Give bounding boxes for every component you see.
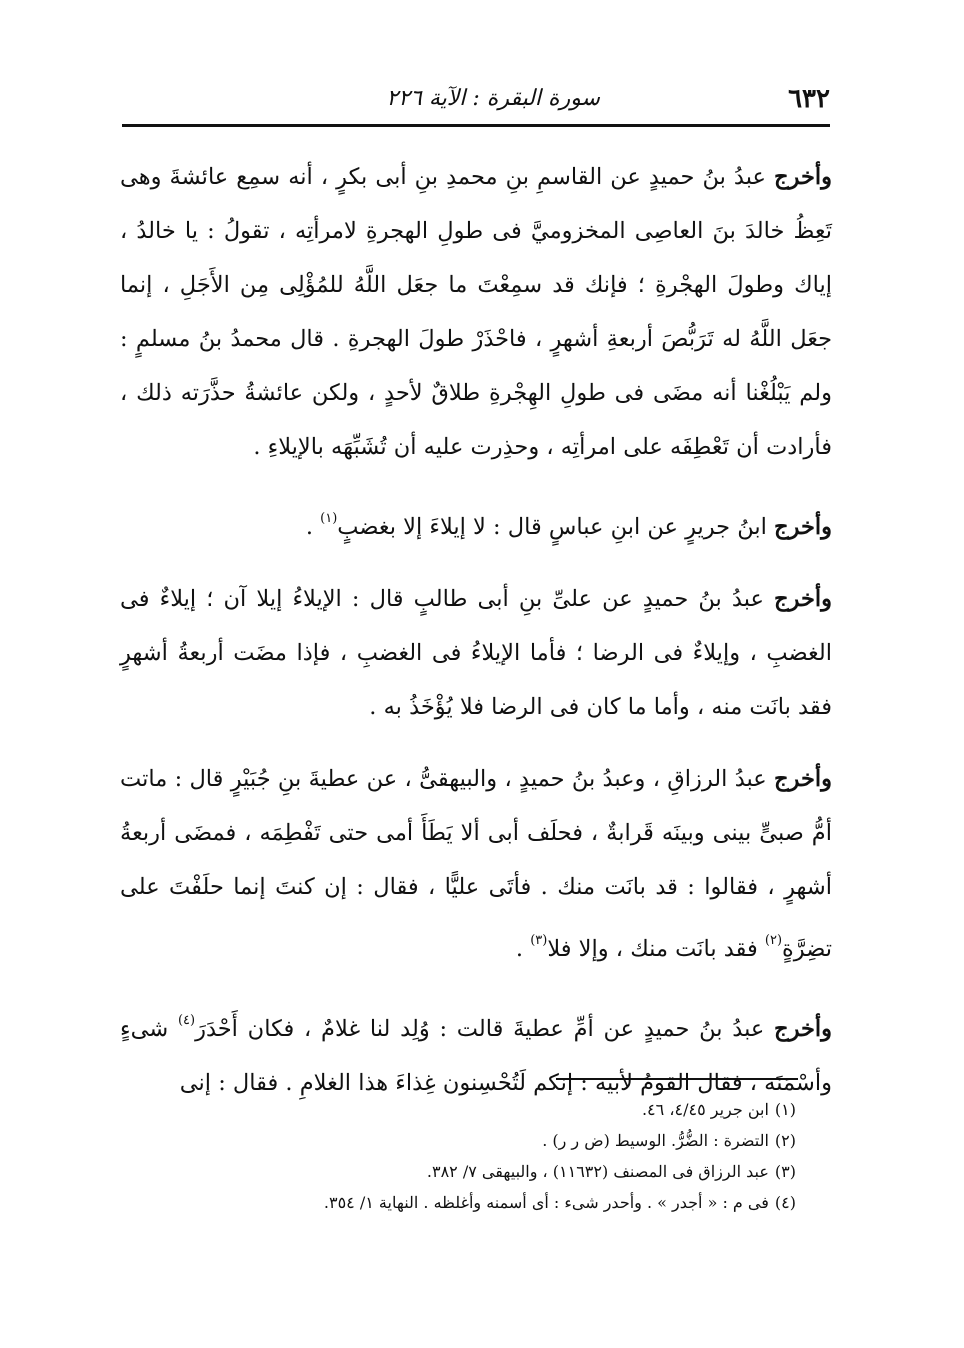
main-text (120, 150, 832, 1128)
paragraph-4 (120, 752, 832, 976)
footnote-1 (180, 1094, 796, 1125)
footnote-ref-1: (١) (320, 511, 338, 526)
footnotes (180, 1094, 796, 1218)
paragraph-text: عبدُ بنُ حميدٍ عن القاسمِ بنِ محمدِ بنِ أبى بكرٍ ، أنه سمِع عائشةَ وهى تَعِظُ خالدَ بنَ العاصِى المخزوميَّ فى طولِ الهجرةِ لامرأتِه ، تقولُ : يا خالدُ ، إياك وطولَ الهجْرةِ ؛ فإنك قد سمِعْتَ ما جعَل اللَّهُ للمُؤْلِى مِن الأَجَلِ ، إنما جعَل اللَّهُ له تَرَبُّصَ أربعةِ أشهرٍ ، فاحْذَرْ طولَ الهجرةِ . قال محمدُ بنُ مسلمٍ : ولم يَبْلُغْنا أنه مضَى فى طولِ الهِجْرةِ طلاقٌ لأحدٍ ، ولكن عائشةُ حذَّرَته ذلك ، فأرادت أن تَعْطِفَه على امرأتِه ، وحذِرت عليه أن تُشَبِّهَه بالإيلاءِ . (120, 164, 832, 460)
paragraph-lead: وأخرج (774, 766, 832, 792)
footnote-text: التضرة : الضُّرُّ. الوسيط (ض ر ر) . (542, 1131, 769, 1150)
paragraph-5 (120, 994, 832, 1110)
footnote-number: (١) (774, 1100, 796, 1119)
footnote-ref-3: (٣) (530, 933, 548, 948)
paragraph-3 (120, 572, 832, 734)
footnote-ref-2: (٢) (764, 933, 783, 948)
paragraph-1 (120, 150, 832, 474)
footnote-text: ابن جرير ٤/٤٥، ٤٦. (641, 1100, 769, 1119)
footnote-number: (٤) (774, 1193, 796, 1212)
footnote-number: (٣) (774, 1162, 796, 1181)
paragraph-text-2: فقد بانَت منك ، وإلا فلا (547, 936, 765, 962)
header-rule (122, 124, 830, 127)
paragraph-text: عبدُ بنُ حميدٍ عن أمِّ عطيةَ قالت : وُلِد لنا غلامٌ ، فكان أَحْدَرَ (195, 1016, 775, 1042)
paragraph-text: عبدُ الرزاقِ ، وعبدُ بنُ حميدٍ ، والبيهقىُّ ، عن عطيةَ بنِ جُبَيْرٍ قال : ماتت أمُّ صبىٍّ بينى وبينَه قَرابةٌ ، فحلَف أبى ألا يَطَأَ أمى حتى تَفْطِمَه ، فمضَى أربعةُ أشهرٍ ، فقالوا : قد بانَت منك . فأتَى عليًّا ، فقال : إن كنتَ إنما حلَفْتَ على تضِرَّةٍ (120, 766, 832, 962)
footnote-4 (180, 1187, 796, 1218)
page-number: ٦٣٢ (788, 84, 830, 114)
footnote-2 (180, 1125, 796, 1156)
footnote-3 (180, 1156, 796, 1187)
paragraph-lead: وأخرج (774, 1016, 833, 1042)
paragraph-lead: وأخرج (774, 514, 832, 540)
paragraph-text-2: شىءٍ وأسْمَنَه ، فقال القومُ لأبيه : إنكم لَتُحْسِنون غِذاءَ هذا الغلامِ . فقال : إنى (120, 1016, 832, 1096)
footnote-ref-4: (٤) (177, 1013, 196, 1028)
paragraph-tail: . (305, 514, 321, 540)
page-header (122, 78, 830, 122)
paragraph-text: ابنُ جريرٍ عن ابنِ عباسٍ قال : لا إيلاءَ إلا بغضبٍ (337, 514, 775, 540)
paragraph-tail: . (515, 936, 531, 962)
footnote-text: عبد الرزاق فى المصنف (١١٦٣٢) ، والبيهقى ٧/ ٣٨٢. (426, 1162, 769, 1181)
paragraph-text: عبدُ بنُ حميدٍ عن علىِّ بنِ أبى طالبٍ قال : الإيلاءُ إيلا آن ؛ إيلاءٌ فى الغضبِ ، وإيلاءٌ فى الرضا ؛ فأما الإيلاءُ فى الغضبِ ، فإذا مضَت أربعةُ أشهرٍ فقد بانَت منه ، وأما ما كان فى الرضا فلا يُؤْخَذُ به . (120, 586, 832, 720)
paragraph-lead: وأخرج (774, 586, 832, 612)
footnote-text: فى م : « أجدر » . وأحدر شىء : أى أسمنه وأغلظه . النهاية ١/ ٣٥٤. (323, 1193, 769, 1212)
footnote-rule (556, 1078, 798, 1080)
paragraph-lead: وأخرج (774, 164, 832, 190)
footnote-number: (٢) (774, 1131, 796, 1150)
paragraph-2 (120, 492, 832, 554)
running-title: سورة البقرة : الآية ٢٢٦ (386, 86, 600, 111)
